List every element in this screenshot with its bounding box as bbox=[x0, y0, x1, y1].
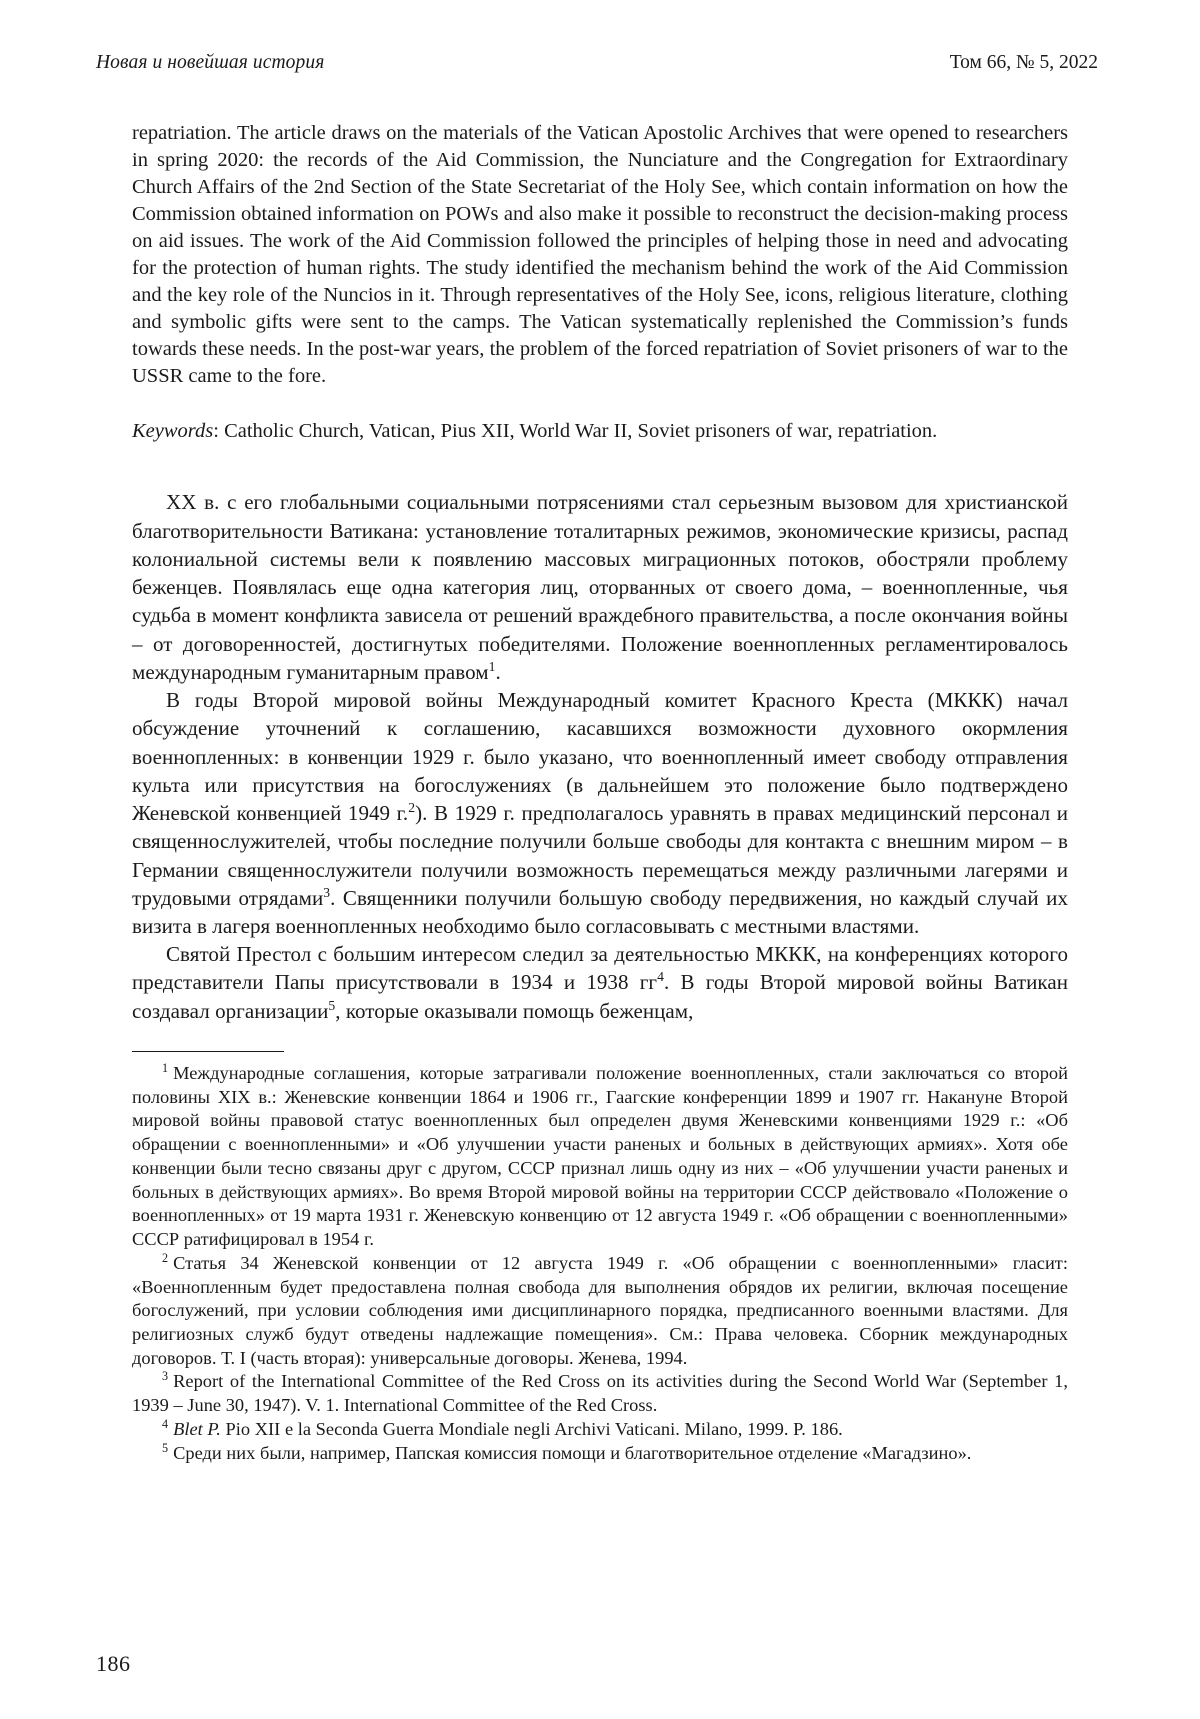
footnote-1-number: 1 bbox=[162, 1060, 169, 1075]
footnote-4-author: Blet P. bbox=[173, 1418, 221, 1439]
body-paragraph-3 bbox=[132, 940, 1068, 1025]
footnote-5-text: Среди них были, например, Папская комиссия помощи и благотворительное отделение «Магадзино». bbox=[173, 1442, 972, 1463]
footnote-4 bbox=[132, 1418, 1068, 1442]
p3-seg3: , которые оказывали помощь беженцам, bbox=[335, 998, 694, 1023]
running-head bbox=[96, 52, 1104, 74]
keywords-label: Keywords bbox=[132, 419, 214, 442]
footnote-1 bbox=[132, 1062, 1068, 1252]
footnotes bbox=[132, 1062, 1068, 1465]
p3-seg1: Святой Престол с большим интересом следил за деятельностью МККК, на конференциях которого представители Папы присутствовали в 1934 и 1938 гг bbox=[132, 942, 1068, 995]
main-text bbox=[132, 488, 1068, 1024]
page-number: 186 bbox=[96, 1651, 131, 1676]
footnote-5-number: 5 bbox=[162, 1440, 169, 1455]
p2-seg3: . Священники получили большую свободу передвижения, но каждый случай их визита в лагеря военнопленных необходимо было согласовывать с местными властями. bbox=[132, 885, 1068, 938]
p1-tail: . bbox=[495, 659, 501, 684]
p2-seg2: ). В 1929 г. предполагалось уравнять в правах медицинский персонал и священнослужителей, чтобы последние получили больше свободы для контакта с внешним миром – в Германии священнослужители получили возможность перемещаться между различными лагерями и трудовыми отрядами bbox=[132, 801, 1068, 910]
footnote-4-text: Pio XII e la Seconda Guerra Mondiale negli Archivi Vaticani. Milano, 1999. P. 186. bbox=[220, 1418, 843, 1439]
p1-text: XX в. с его глобальными социальными потрясениями стал серьезным вызовом для христианской благотворительности Ватикана: установление тоталитарных режимов, экономические кризисы, распад колониальной системы вели к появлению массовых миграционных потоков, обостряли проблему беженцев. Появлялась еще одна категория лиц, оторванных от своего дома, – военнопленные, чья судьба в момент конфликта зависела от решений враждебного правительства, а после окончания войны – от договоренностей, достигнутых победителями. Положение военнопленных регламентировалось международным гуманитарным правом bbox=[132, 490, 1068, 684]
footnote-5 bbox=[132, 1442, 1068, 1466]
body-paragraph-1 bbox=[132, 488, 1068, 686]
footnote-2 bbox=[132, 1252, 1068, 1371]
keywords-separator: : bbox=[213, 419, 225, 442]
keywords-line bbox=[132, 418, 1068, 445]
p2-seg1: В годы Второй мировой войны Международный комитет Красного Креста (МККК) начал обсуждение уточнений к соглашению, касавшихся возможности духовного окормления военнопленных: в конвенции 1929 г. было указано, что военнопленный имеет свободу отправления культа или присутствия на богослужениях (в дальнейшем это положение было подтверждено Женевской конвенцией 1949 г. bbox=[132, 688, 1068, 826]
footnote-separator-rule bbox=[132, 1051, 284, 1052]
abstract-text: repatriation. The article draws on the materials of the Vatican Apostolic Archives that were opened to researchers in spring 2020: the records of the Aid Commission, the Nunciature and the Congregation for Extraordinary Church Affairs of the 2nd Section of the State Secretariat of the Holy See, which contain information on how the Commission obtained information on POWs and also make it possible to reconstruct the decision-making process on aid issues. The work of the Aid Commission followed the principles of helping those in need and advocating for the protection of human rights. The study identified the mechanism behind the work of the Aid Commission and the key role of the Nuncios in it. Through representatives of the Holy See, icons, religious literature, clothing and symbolic gifts were sent to the camps. The Vatican systematically replenished the Commission’s funds towards these needs. In the post-war years, the problem of the forced repatriation of Soviet prisoners of war to the USSR came to the fore. bbox=[132, 122, 1068, 387]
journal-title: Новая и новейшая история bbox=[96, 52, 325, 73]
keywords-values: Catholic Church, Vatican, Pius XII, World War II, Soviet prisoners of war, repatriation. bbox=[224, 419, 938, 442]
footnote-ref-4[interactable]: 4 bbox=[657, 969, 664, 985]
p3-seg2: . В годы Второй мировой войны Ватикан создавал организации bbox=[132, 970, 1068, 1023]
footnote-4-number: 4 bbox=[162, 1416, 169, 1431]
footnote-ref-5[interactable]: 5 bbox=[328, 997, 336, 1013]
footnote-3-text: Report of the International Committee of the Red Cross on its activities during the Second World War (September 1, 1939 – June 30, 1947). V. 1. International Committee of the Red Cross. bbox=[132, 1371, 1068, 1416]
volume-issue-year: Том 66, № 5, 2022 bbox=[949, 52, 1098, 73]
footnote-1-text: Международные соглашения, которые затрагивали положение военнопленных, стали заключаться со второй половины XIX в.: Женевские конвенции 1864 и 1906 гг., Гаагские конференции 1899 и 1907 гг. Накануне Второй мировой войны правовой статус военнопленных был определен двумя Женевскими конвенциями 1929 г.: «Об обращении с военнопленными» и «Об улучшении участи раненых и больных в действующих армиях». Хотя обе конвенции были тесно связаны друг с другом, СССР признал лишь одну из них – «Об улучшении участи раненых и больных в действующих армиях». Во время Второй мировой войны на территории СССР действовало «Положение о военнопленных» от 19 марта 1931 г. Женевскую конвенцию от 12 августа 1949 г. «Об обращении с военнопленными» СССР ратифицировал в 1954 г. bbox=[132, 1062, 1068, 1250]
footnote-2-number: 2 bbox=[162, 1250, 169, 1265]
footnote-3-number: 3 bbox=[162, 1369, 169, 1384]
footnote-ref-2[interactable]: 2 bbox=[408, 800, 416, 816]
footnote-ref-3[interactable]: 3 bbox=[323, 884, 331, 900]
footnote-ref-1[interactable]: 1 bbox=[488, 658, 496, 674]
footnote-2-text: Статья 34 Женевской конвенции от 12 августа 1949 г. «Об обращении с военнопленными» гласит: «Военнопленным будет предоставлена полная свобода для выполнения обрядов их религии, включая посещение богослужений, при условии соблюдения ими дисциплинарного порядка, предписанного военными властями. Для религиозных служб будут отведены надлежащие помещения». См.: Права человека. Сборник международных договоров. Т. I (часть вторая): универсальные договоры. Женева, 1994. bbox=[132, 1252, 1068, 1368]
abstract-block bbox=[132, 120, 1068, 444]
body-paragraph-2 bbox=[132, 686, 1068, 940]
footnote-3 bbox=[132, 1370, 1068, 1417]
